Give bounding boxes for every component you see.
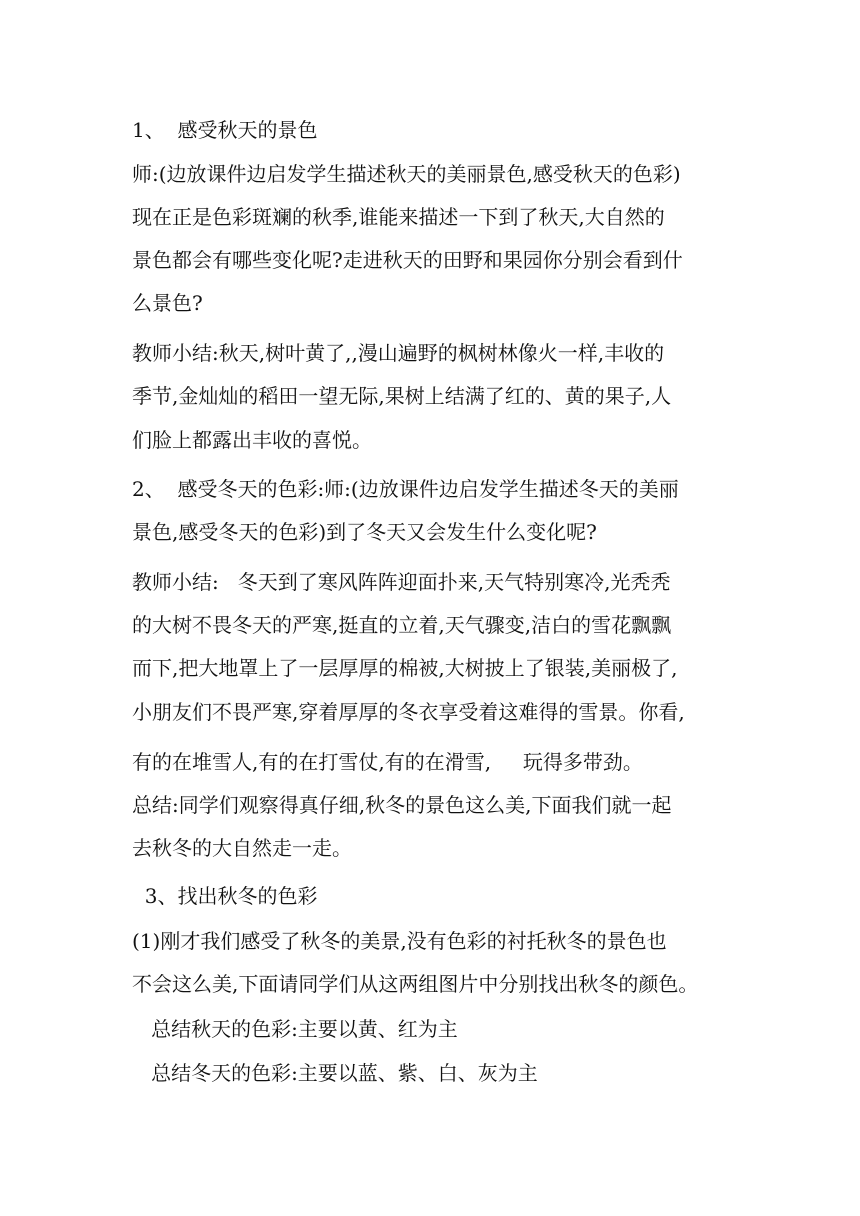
summary-autumn-colors: 总结秋天的色彩:主要以黄、红为主 xyxy=(132,1017,458,1041)
paragraph-line: 的大树不畏冬天的严寒,挺直的立着,天气骤变,洁白的雪花飘飘 xyxy=(132,613,672,637)
paragraph-line: 小朋友们不畏严寒,穿着厚厚的冬衣享受着这难得的雪景。你看, xyxy=(132,700,685,724)
paragraph-line: 有的在堆雪人,有的在打雪仗,有的在滑雪, 玩得多带劲。 xyxy=(132,750,643,774)
heading-find-colors: 3、找出秋冬的色彩 xyxy=(132,884,318,908)
paragraph-line: 景色,感受冬天的色彩)到了冬天又会发生什么变化呢? xyxy=(132,520,597,544)
paragraph-line: 现在正是色彩斑斓的秋季,谁能来描述一下到了秋天,大自然的 xyxy=(132,205,665,229)
paragraph-line: 们脸上都露出丰收的喜悦。 xyxy=(132,428,372,452)
paragraph-line: 教师小结:秋天,树叶黄了,,漫山遍野的枫树林像火一样,丰收的 xyxy=(132,341,665,365)
summary-winter-colors: 总结冬天的色彩:主要以蓝、紫、白、灰为主 xyxy=(132,1061,538,1085)
paragraph-line: 么景色? xyxy=(132,291,203,315)
paragraph-line: (1)刚才我们感受了秋冬的美景,没有色彩的衬托秋冬的景色也 xyxy=(132,929,667,953)
heading-autumn-scenery: 1、 感受秋天的景色 xyxy=(132,118,318,142)
paragraph-line: 教师小结: 冬天到了寒风阵阵迎面扑来,天气特别寒冷,光秃秃 xyxy=(132,570,671,594)
heading-winter-colors: 2、 感受冬天的色彩:师:(边放课件边启发学生描述冬天的美丽 xyxy=(132,477,679,501)
paragraph-line: 而下,把大地罩上了一层厚厚的棉被,大树披上了银装,美丽极了, xyxy=(132,656,678,680)
paragraph-line: 总结:同学们观察得真仔细,秋冬的景色这么美,下面我们就一起 xyxy=(132,793,672,817)
paragraph-line: 师:(边放课件边启发学生描述秋天的美丽景色,感受秋天的色彩) xyxy=(132,162,681,186)
paragraph-line: 去秋冬的大自然走一走。 xyxy=(132,836,352,860)
paragraph-line: 季节,金灿灿的稻田一望无际,果树上结满了红的、黄的果子,人 xyxy=(132,384,672,408)
paragraph-line: 不会这么美,下面请同学们从这两组图片中分别找出秋冬的颜色。 xyxy=(132,972,699,996)
paragraph-line: 景色都会有哪些变化呢?走进秋天的田野和果园你分别会看到什 xyxy=(132,248,683,272)
